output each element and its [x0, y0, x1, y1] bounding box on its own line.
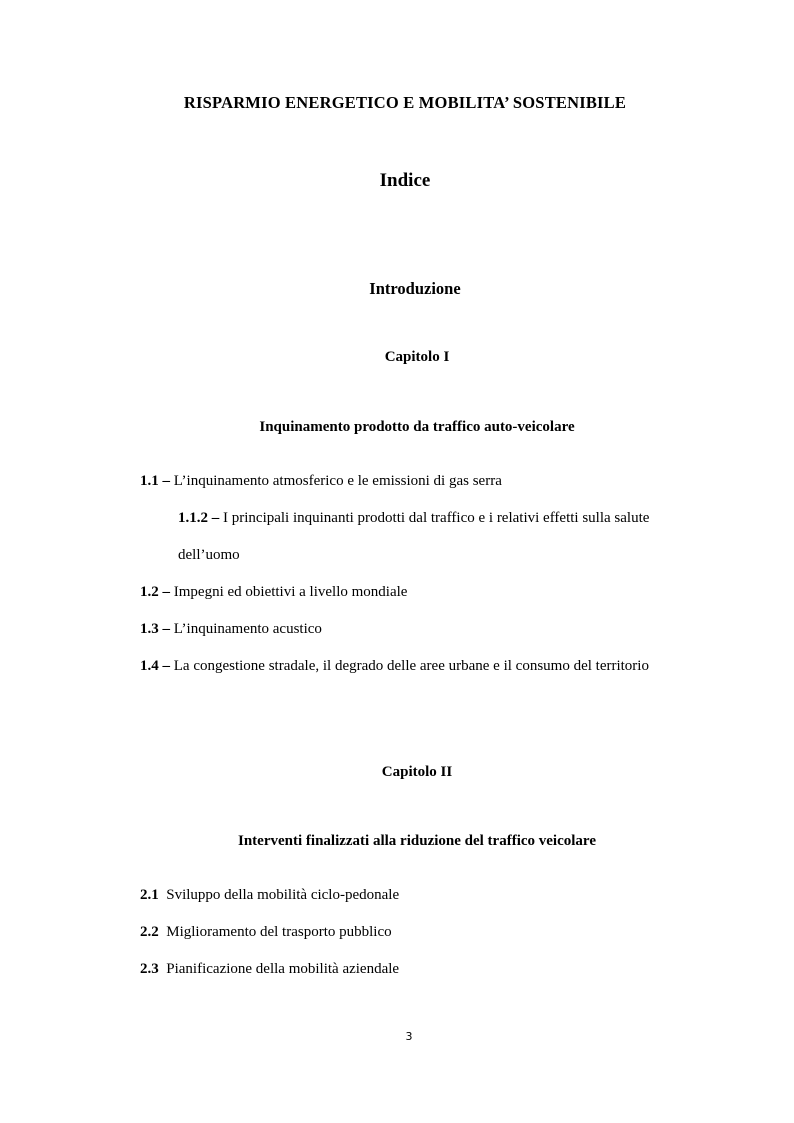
toc-entry-1-1-2 — [178, 510, 649, 527]
toc-entry-1-4 — [140, 658, 649, 675]
toc-entry-1-1 — [140, 473, 502, 490]
toc-entry-number: 2.1 — [140, 887, 159, 903]
toc-entry-2-3 — [140, 961, 399, 978]
toc-entry-number: 2.2 — [140, 924, 159, 940]
toc-entry-number: 1.3 – — [140, 621, 170, 637]
document-title: RISPARMIO ENERGETICO E MOBILITA’ SOSTENIBILE — [183, 93, 627, 112]
toc-entry-text: Impegni ed obiettivi a livello mondiale — [170, 584, 408, 600]
toc-entry-text: La congestione stradale, il degrado delle aree urbane e il consumo del territorio — [170, 658, 649, 674]
toc-entry-text: Miglioramento del trasporto pubblico — [158, 924, 392, 940]
introduction-heading: Introduzione — [369, 279, 461, 298]
toc-entry-text: L’inquinamento acustico — [170, 621, 322, 637]
chapter-2-title: Interventi finalizzati alla riduzione del traffico veicolare — [238, 833, 596, 849]
toc-entry-2-1 — [140, 887, 399, 904]
toc-entry-number: 1.1 – — [140, 473, 170, 489]
toc-entry-2-2 — [140, 924, 392, 941]
toc-entry-number: 2.3 — [140, 961, 159, 977]
chapter-2-label: Capitolo II — [381, 764, 453, 780]
toc-entry-number: 1.1.2 – — [178, 510, 220, 526]
toc-entry-1-2 — [140, 584, 407, 601]
toc-entry-number: 1.2 – — [140, 584, 170, 600]
chapter-1-title: Inquinamento prodotto da traffico auto-veicolare — [259, 419, 575, 435]
toc-entry-1-3 — [140, 621, 322, 638]
toc-entry-1-1-2-continuation: dell’uomo — [178, 547, 240, 563]
chapter-1-label: Capitolo I — [384, 349, 450, 365]
toc-entry-number: 1.4 – — [140, 658, 170, 674]
toc-entry-text: L’inquinamento atmosferico e le emissioni di gas serra — [170, 473, 502, 489]
toc-entry-text: I principali inquinanti prodotti dal traffico e i relativi effetti sulla salute — [219, 510, 650, 526]
index-title: Indice — [379, 170, 431, 191]
toc-entry-text: Pianificazione della mobilità aziendale — [158, 961, 400, 977]
toc-entry-text: Sviluppo della mobilità ciclo-pedonale — [158, 887, 400, 903]
page-number: 3 — [405, 1030, 413, 1043]
